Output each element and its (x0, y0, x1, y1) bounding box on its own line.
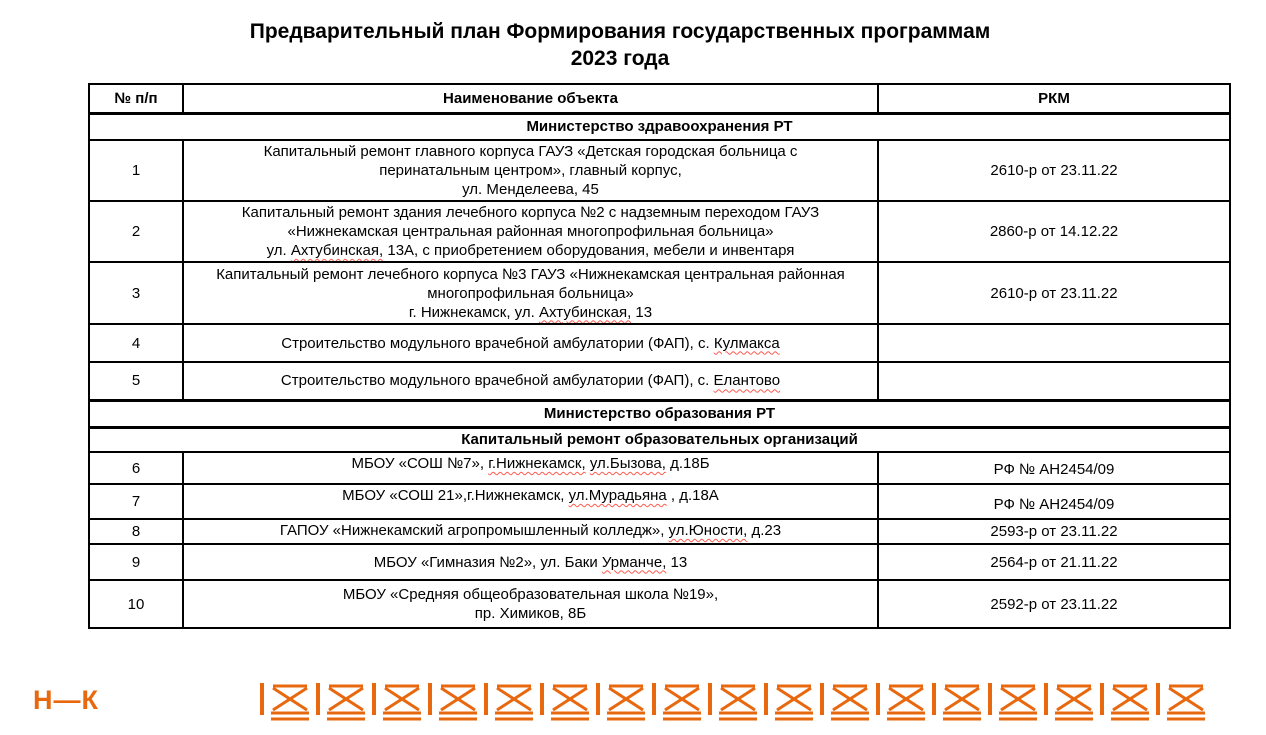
object-name-text: д.18Б (665, 455, 710, 472)
rkm-cell: 2592-р от 23.11.22 (878, 580, 1230, 628)
object-name-cell (183, 519, 878, 544)
object-name-text: ул. (266, 242, 291, 259)
object-name-line (188, 454, 873, 473)
object-name-line (188, 334, 873, 353)
object-name-text: Строительство модульного врачебной амбулатории (ФАП), с. (280, 372, 714, 390)
footer-glyph-row (257, 679, 1209, 721)
object-name-text: многопрофильная больница» (427, 284, 634, 302)
crossed-box-glyph (873, 679, 929, 721)
section-title: Министерство образования РТ (89, 400, 1230, 427)
rkm-cell: 2860-р от 14.12.22 (878, 201, 1230, 262)
object-name-cell (183, 544, 878, 580)
object-name-line (188, 303, 873, 322)
crossed-box-glyph (985, 679, 1041, 721)
object-name-cell (183, 324, 878, 362)
object-name-text: перинатальным центром», главный корпус, (379, 162, 682, 179)
crossed-box-glyph (649, 679, 705, 721)
object-name-line (188, 203, 873, 222)
object-name-text: г. Нижнекамск, ул. (408, 303, 539, 321)
table-row (89, 452, 1230, 484)
row-number-cell: 1 (89, 140, 183, 201)
object-name-cell (183, 484, 878, 519)
misspelled-word: ул.Мурадьяна (568, 487, 667, 504)
object-name-line (188, 265, 873, 284)
object-name-line (188, 521, 873, 540)
object-name-text: «Нижнекамская центральная районная многопрофильная больница» (287, 223, 774, 240)
object-name-text: Строительство модульного врачебной амбулатории (ФАП), с. (281, 334, 714, 352)
rkm-cell: 2610-р от 23.11.22 (878, 262, 1230, 324)
header-row (89, 84, 1230, 113)
row-number-cell: 6 (89, 452, 183, 484)
plan-table (88, 83, 1231, 629)
row-number-cell: 2 (89, 201, 183, 262)
crossed-box-glyph (761, 679, 817, 721)
table-row (89, 580, 1230, 628)
plan-table-header (89, 84, 1230, 113)
rkm-cell: 2593-р от 23.11.22 (878, 519, 1230, 544)
page-title-line2: 2023 года (570, 47, 670, 70)
header-rkm: РКМ (878, 84, 1230, 113)
section-header-row (89, 113, 1230, 140)
object-name-text: пр. Химиков, 8Б (474, 605, 587, 622)
table-row (89, 324, 1230, 362)
rkm-cell: РФ № АН2454/09 (878, 484, 1230, 519)
object-name-line (188, 284, 873, 303)
rkm-cell (878, 324, 1230, 362)
crossed-box-glyph (1041, 679, 1097, 721)
object-name-cell (183, 262, 878, 324)
object-name-text: Капитальный ремонт главного корпуса ГАУЗ «Детская городская больница с (263, 143, 798, 160)
crossed-box-glyph (593, 679, 649, 721)
row-number-cell: 3 (89, 262, 183, 324)
object-name-line (188, 585, 873, 604)
page-title-line1: Предварительный план Формирования государственных программам (249, 20, 991, 43)
plan-table-body (89, 113, 1230, 628)
crossed-box-glyph (1153, 679, 1209, 721)
crossed-box-glyph (1097, 679, 1153, 721)
table-row (89, 262, 1230, 324)
section-header-row (89, 400, 1230, 427)
misspelled-word: г.Нижнекамск, (488, 455, 586, 472)
table-row (89, 201, 1230, 262)
header-object-name: Наименование объекта (183, 84, 878, 113)
object-name-line (188, 222, 873, 241)
object-name-text: МБОУ «Средняя общеобразовательная школа №19», (342, 586, 719, 603)
crossed-box-glyph (313, 679, 369, 721)
table-row (89, 519, 1230, 544)
object-name-text: , д.18А (666, 487, 719, 504)
object-name-text: Капитальный ремонт здания лечебного корпуса №2 с надземным переходом ГАУЗ (241, 204, 820, 221)
object-name-cell (183, 201, 878, 262)
section-header-row (89, 427, 1230, 452)
object-name-line (188, 241, 873, 260)
object-name-cell (183, 580, 878, 628)
misspelled-word: Ахтубинская, (538, 303, 632, 321)
crossed-box-glyph (705, 679, 761, 721)
object-name-cell (183, 362, 878, 400)
object-name-text: 13 (666, 553, 688, 571)
object-name-text: МБОУ «СОШ №7», (351, 455, 489, 472)
section-title: Капитальный ремонт образовательных организаций (89, 427, 1230, 452)
table-row (89, 484, 1230, 519)
misspelled-word: Елантово (713, 372, 781, 390)
header-num: № п/п (89, 84, 183, 113)
misspelled-word: ул.Бызова, (589, 455, 666, 472)
rkm-cell (878, 362, 1230, 400)
crossed-box-glyph (537, 679, 593, 721)
crossed-box-glyph (481, 679, 537, 721)
row-number-cell: 7 (89, 484, 183, 519)
object-name-text: д.23 (747, 522, 782, 539)
object-name-line (188, 180, 873, 199)
row-number-cell: 5 (89, 362, 183, 400)
object-name-text: ГАПОУ «Нижнекамский агропромышленный колледж», (279, 522, 669, 539)
object-name-text: Капитальный ремонт лечебного корпуса №3 ГАУЗ «Нижнекамская центральная районная (216, 265, 845, 283)
object-name-line (188, 142, 873, 161)
misspelled-word: Кулмакса (713, 334, 780, 352)
object-name-line (188, 553, 873, 572)
object-name-text: МБОУ «Гимназия №2», ул. Баки (373, 553, 602, 571)
footer (0, 678, 1266, 722)
object-name-text: МБОУ «СОШ 21»,г.Нижнекамск, (342, 487, 569, 504)
section-title: Министерство здравоохранения РТ (89, 113, 1230, 140)
row-number-cell: 10 (89, 580, 183, 628)
crossed-box-glyph (929, 679, 985, 721)
misspelled-word: ул.Юности, (668, 522, 748, 539)
rkm-cell: 2610-р от 23.11.22 (878, 140, 1230, 201)
object-name-cell (183, 452, 878, 484)
row-number-cell: 4 (89, 324, 183, 362)
page-title (0, 0, 1240, 72)
table-row (89, 362, 1230, 400)
object-name-cell (183, 140, 878, 201)
object-name-text: ул. Менделеева, 45 (462, 181, 599, 198)
misspelled-word: Ахтубинская, (290, 242, 384, 259)
object-name-line (188, 161, 873, 180)
row-number-cell: 8 (89, 519, 183, 544)
crossed-box-glyph (257, 679, 313, 721)
rkm-cell: РФ № АН2454/09 (878, 452, 1230, 484)
crossed-box-glyph (817, 679, 873, 721)
table-row (89, 140, 1230, 201)
nk-logo: Н—К (33, 684, 99, 715)
crossed-box-glyph (369, 679, 425, 721)
misspelled-word: Урманче, (601, 553, 667, 571)
object-name-line (188, 371, 873, 390)
rkm-cell: 2564-р от 21.11.22 (878, 544, 1230, 580)
object-name-line (188, 486, 873, 505)
crossed-box-glyph (425, 679, 481, 721)
table-row (89, 544, 1230, 580)
object-name-line (188, 604, 873, 623)
object-name-text: 13 (631, 303, 653, 321)
object-name-text: 13А, с приобретением оборудования, мебели и инвентаря (383, 242, 795, 259)
row-number-cell: 9 (89, 544, 183, 580)
